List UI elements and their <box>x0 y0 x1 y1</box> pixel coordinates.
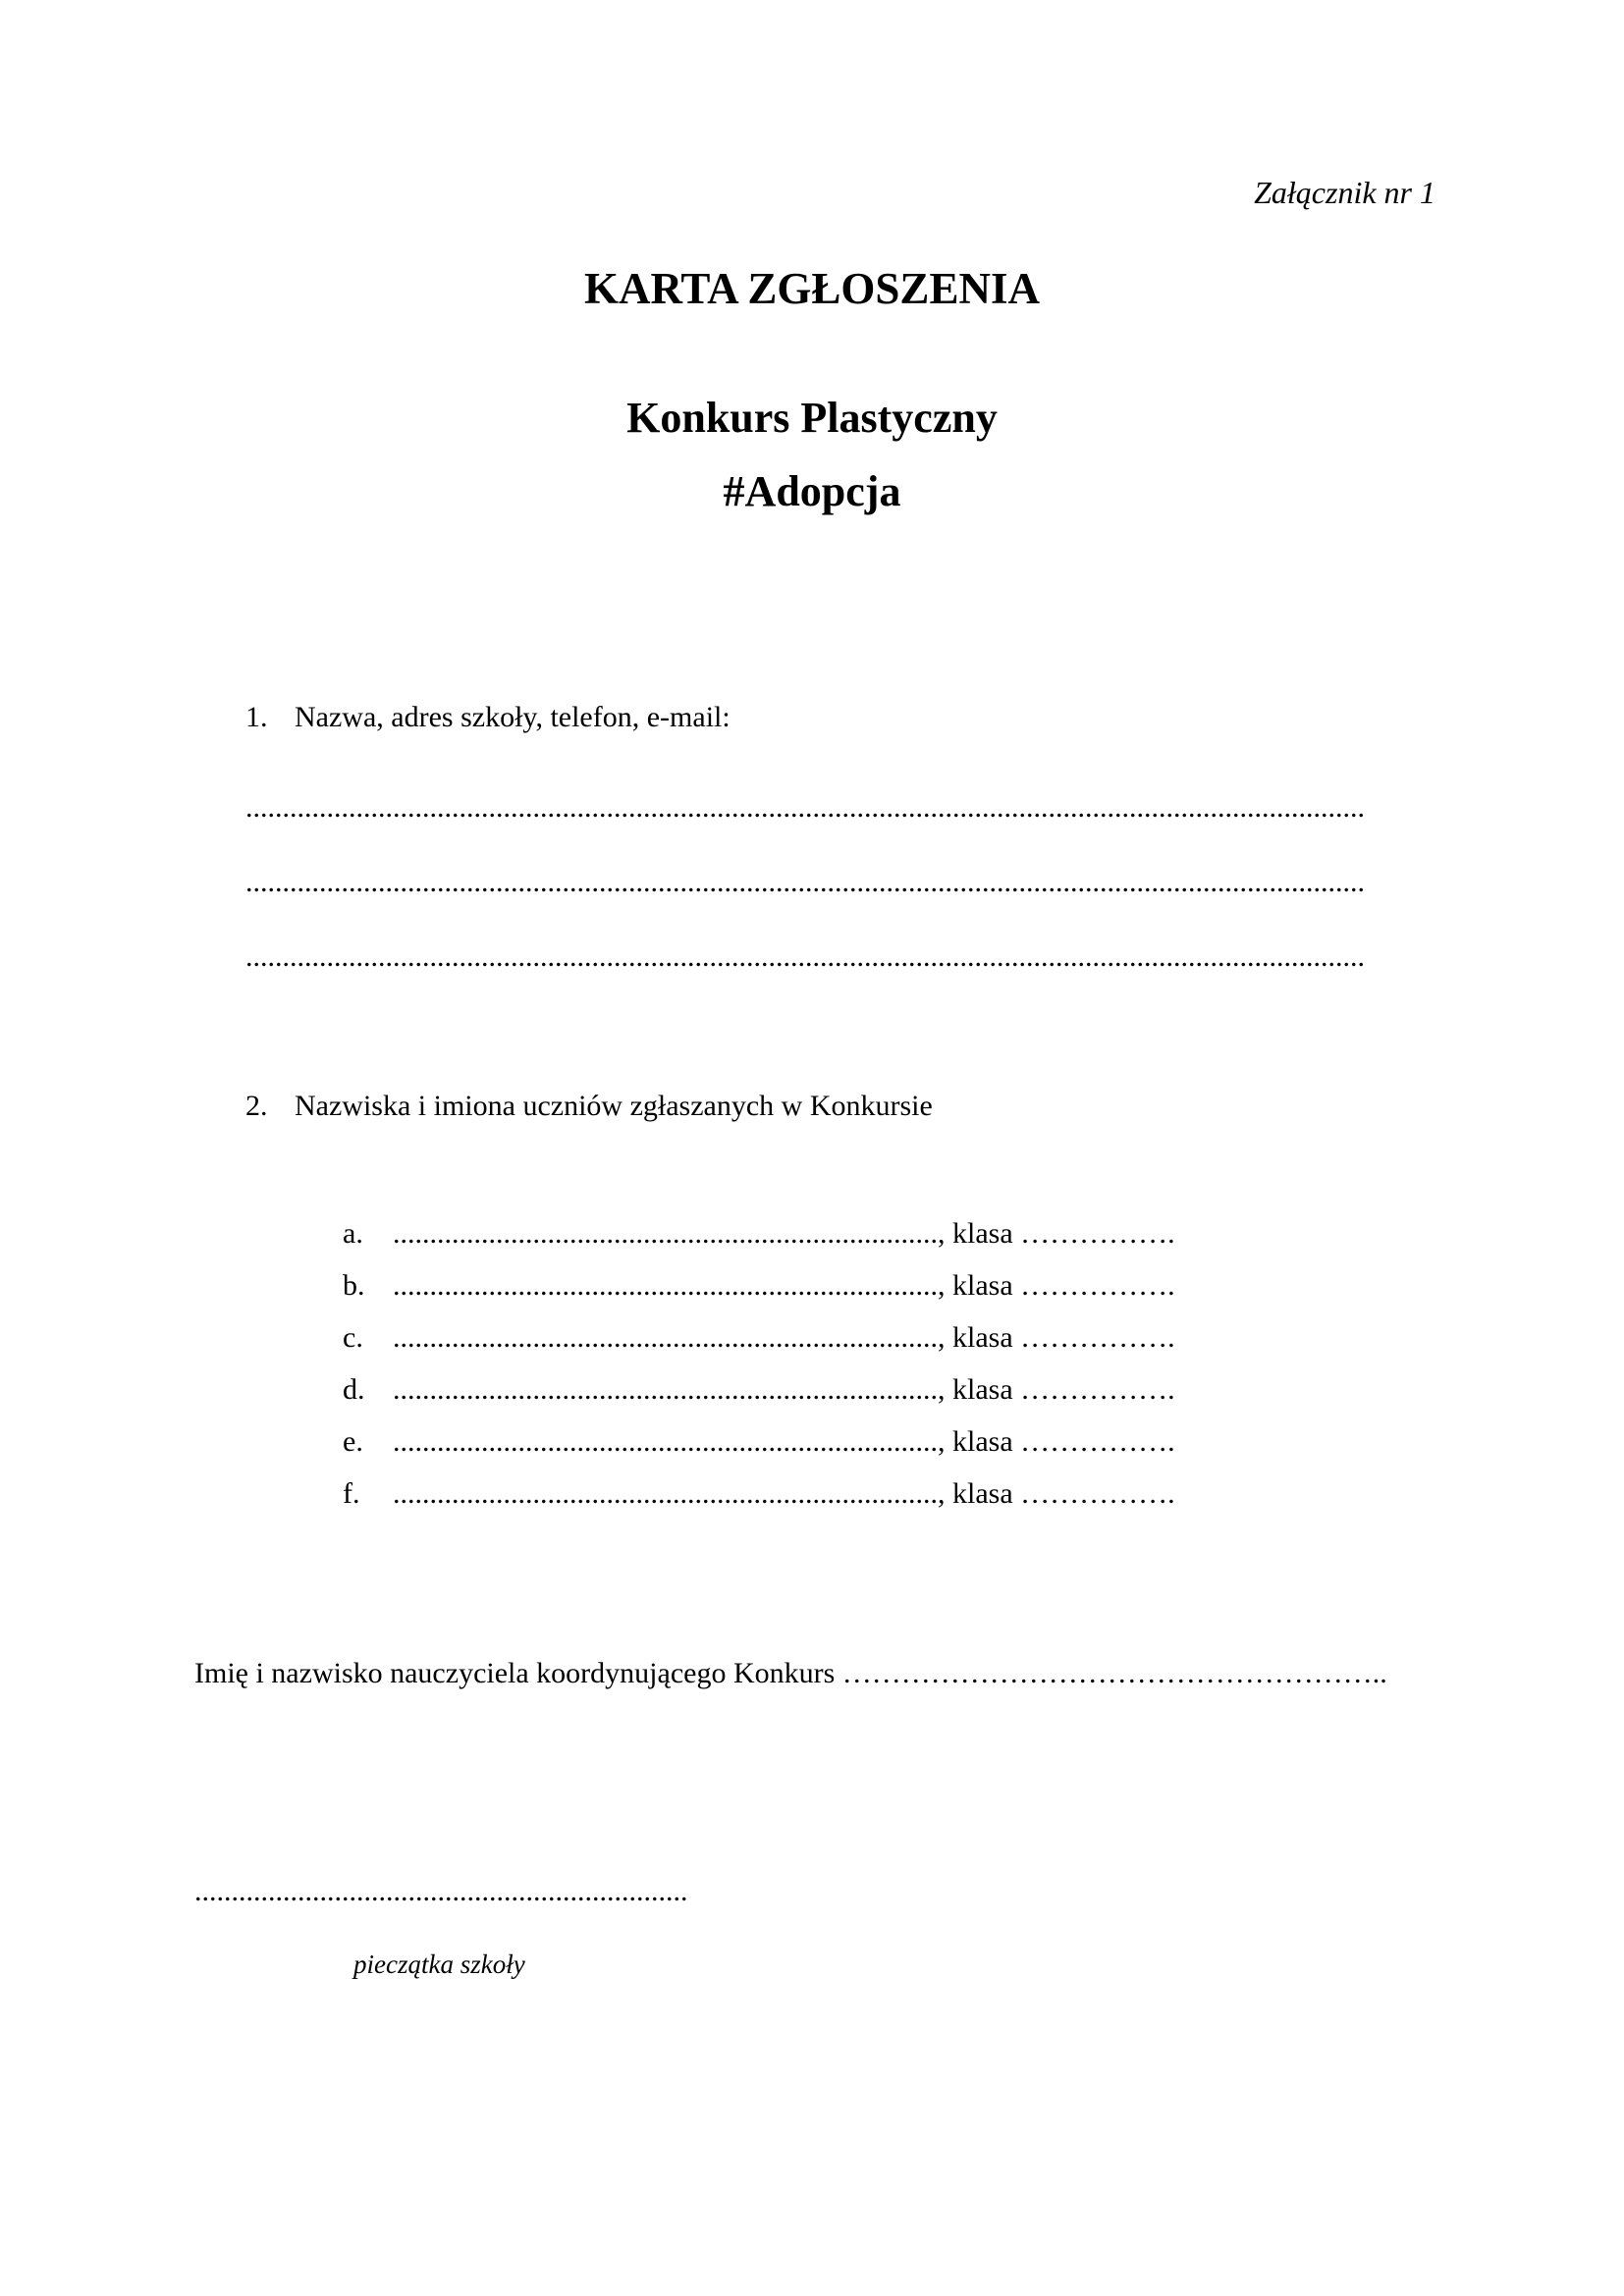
school-info-line-2[interactable]: ........................................................................................................................................................ <box>245 868 1365 897</box>
student-letter: f. <box>343 1477 360 1510</box>
student-letter: e. <box>343 1425 363 1458</box>
student-entry-line[interactable]: .........................................................................., klasa ……………. <box>393 1321 1175 1354</box>
student-letter: b. <box>343 1269 365 1302</box>
stamp-label: pieczątka szkoły <box>353 1949 525 1979</box>
section-2-number: 2. <box>245 1090 268 1122</box>
student-entry-line[interactable]: .........................................................................., klasa ……………. <box>393 1425 1175 1458</box>
document-title: KARTA ZGŁOSZENIA <box>584 264 1040 313</box>
section-1-number: 1. <box>245 701 268 733</box>
coordinator-name-line[interactable]: Imię i nazwisko nauczyciela koordynującego Konkurs ……………………………………………….. <box>194 1657 1387 1689</box>
school-info-line-3[interactable]: ........................................................................................................................................................ <box>245 942 1365 972</box>
section-2-label: Nazwiska i imiona uczniów zgłaszanych w Konkursie <box>295 1090 933 1122</box>
contest-tagline: #Adopcja <box>723 467 901 515</box>
student-entry-line[interactable]: .........................................................................., klasa ……………. <box>393 1373 1175 1406</box>
student-letter: a. <box>343 1217 363 1250</box>
student-entry-line[interactable]: .........................................................................., klasa ……………. <box>393 1217 1175 1250</box>
student-entry-line[interactable]: .........................................................................., klasa ……………. <box>393 1477 1175 1510</box>
school-info-line-1[interactable]: ........................................................................................................................................................ <box>245 793 1365 823</box>
section-1-label: Nazwa, adres szkoły, telefon, e-mail: <box>295 701 731 733</box>
student-letter: d. <box>343 1373 365 1406</box>
student-letter: c. <box>343 1321 363 1354</box>
student-entry-line[interactable]: .........................................................................., klasa ……………. <box>393 1269 1175 1302</box>
contest-name: Konkurs Plastyczny <box>626 394 998 442</box>
attachment-label: Załącznik nr 1 <box>1254 175 1435 210</box>
stamp-line[interactable]: ................................................................... <box>194 1875 688 1907</box>
